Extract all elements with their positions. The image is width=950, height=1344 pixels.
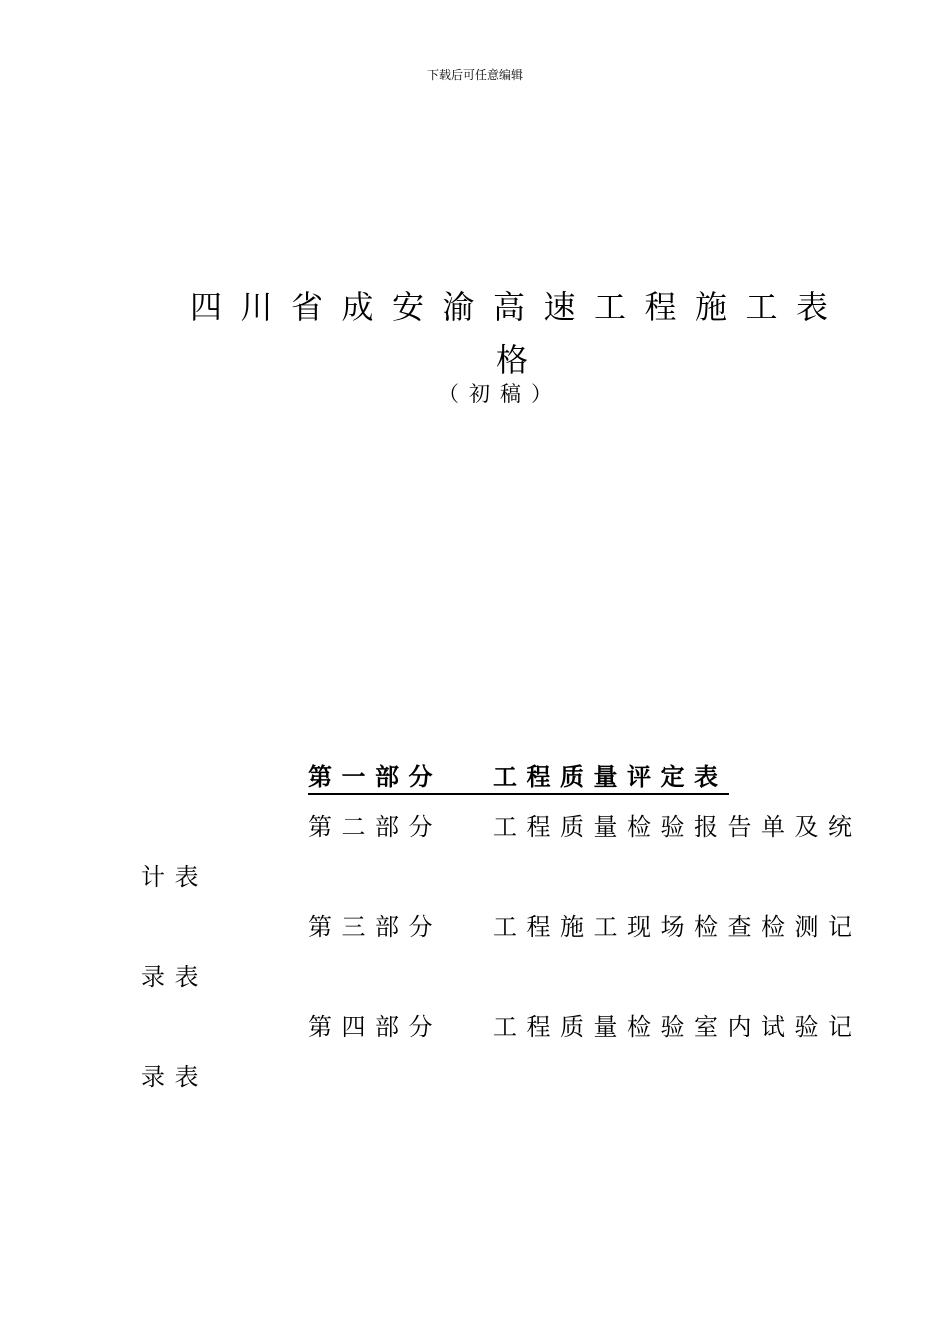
toc-part-3-number: 第三部分	[308, 913, 442, 941]
toc-part-1-underline	[308, 793, 729, 795]
toc-part-3-title: 工程施工现场检查检测记	[493, 913, 862, 941]
toc-part-2-title-cont: 计表	[141, 863, 208, 891]
document-title-line-2: 格	[495, 341, 528, 379]
toc-part-2-title: 工程质量检验报告单及统	[493, 813, 862, 841]
toc-part-4-title-cont: 录表	[141, 1063, 208, 1091]
toc-part-2-number: 第二部分	[308, 813, 442, 841]
document-subtitle: （初稿）	[438, 382, 562, 406]
document-title-line-1: 四川省成安渝高速工程施工表	[190, 288, 847, 326]
toc-part-4-number: 第四部分	[308, 1013, 442, 1041]
header-note: 下载后可任意编辑	[426, 68, 523, 82]
toc-part-1-title: 工程质量评定表	[493, 762, 728, 791]
toc-part-3-title-cont: 录表	[141, 963, 208, 991]
toc-part-1-number: 第一部分	[308, 762, 442, 791]
toc-part-4-title: 工程质量检验室内试验记	[493, 1013, 862, 1041]
